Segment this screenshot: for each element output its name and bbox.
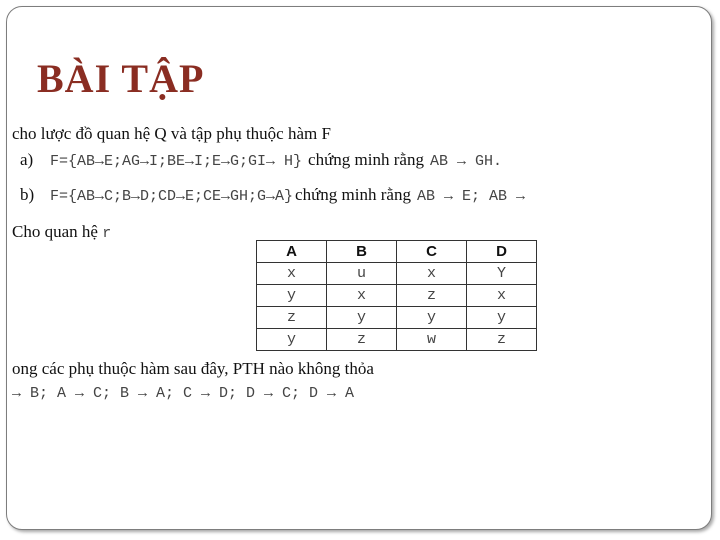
table-header-row — [257, 241, 537, 263]
table-row — [257, 307, 537, 329]
header-cell: B — [327, 241, 397, 263]
item-a-label: a) — [20, 150, 34, 169]
table-cell: y — [257, 329, 327, 351]
table-cell: z — [397, 285, 467, 307]
intro-text: cho lược đồ quan hệ Q và tập phụ thuộc hàm F — [12, 124, 331, 143]
table-cell: x — [257, 263, 327, 285]
table-cell: w — [397, 329, 467, 351]
item-a — [20, 150, 502, 172]
table-cell: z — [257, 307, 327, 329]
table-cell: y — [257, 285, 327, 307]
item-a-text: chứng minh rằng — [308, 150, 424, 169]
header-cell: A — [257, 241, 327, 263]
table-cell: x — [327, 285, 397, 307]
slide-title: BÀI TẬP — [37, 56, 205, 101]
item-b-claim: AB → E; AB → — [416, 188, 525, 205]
relation-name: r — [102, 225, 112, 242]
table-cell: y — [327, 307, 397, 329]
table-row — [257, 285, 537, 307]
table-cell: Y — [467, 263, 537, 285]
header-cell: C — [397, 241, 467, 263]
table-cell: u — [327, 263, 397, 285]
relation-intro — [12, 222, 111, 244]
table-cell: z — [327, 329, 397, 351]
question-text: ong các phụ thuộc hàm sau đây, PTH nào không thỏa — [12, 359, 374, 378]
header-cell: D — [467, 241, 537, 263]
table-row — [257, 329, 537, 351]
item-a-formula: F={AB→E;AG→I;BE→I;E→G;GI→ H} — [50, 153, 303, 170]
table-cell: x — [397, 263, 467, 285]
relation-intro-text: Cho quan hệ — [12, 222, 98, 241]
item-b — [20, 185, 525, 207]
table-cell: y — [467, 307, 537, 329]
table-cell: x — [467, 285, 537, 307]
item-b-label: b) — [20, 185, 35, 204]
table-cell: y — [397, 307, 467, 329]
item-b-formula: F={AB→C;B→D;CD→E;CE→GH;G→A} — [50, 188, 294, 205]
item-b-text: chứng minh rằng — [295, 185, 411, 204]
relation-table — [256, 240, 537, 351]
table-cell: z — [467, 329, 537, 351]
fd-list: → B; A → C; B → A; C → D; D → C; D → A — [12, 385, 355, 402]
table-row — [257, 263, 537, 285]
item-a-claim: AB → GH. — [429, 153, 502, 170]
